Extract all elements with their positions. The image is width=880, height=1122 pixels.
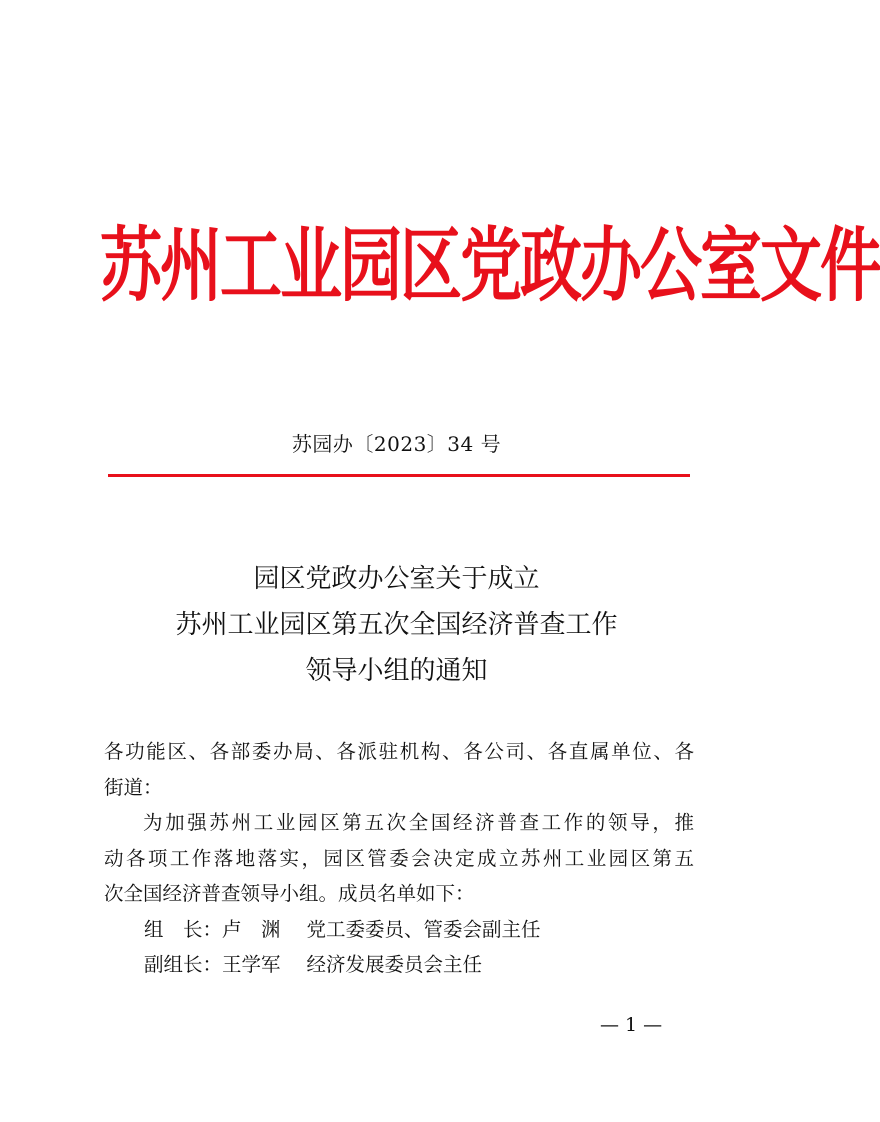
title-line-2: 苏州工业园区第五次全国经济普查工作	[175, 610, 618, 640]
paragraph-line-2: 动各项工作落地落实，园区管委会决定成立苏州工业园区第五	[104, 846, 694, 870]
member-role: 副组长：	[144, 953, 223, 976]
member-title: 党工委委员、管委会副主任	[306, 917, 541, 941]
member-row	[104, 947, 694, 983]
document-masthead: 苏州工业园区党政办公室文件	[100, 217, 880, 313]
document-body	[104, 734, 694, 983]
member-name: 卢 渊	[222, 917, 281, 941]
salutation-line-1: 各功能区、各部委办局、各派驻机构、各公司、各直属单位、各	[104, 740, 694, 763]
red-separator-line	[108, 474, 690, 477]
document-number: 苏园办〔2023〕34 号	[291, 432, 502, 456]
notice-title	[0, 556, 793, 694]
member-name: 王学军	[222, 953, 281, 976]
member-role: 组 长：	[144, 917, 223, 941]
member-title: 经济发展委员会主任	[306, 953, 483, 976]
page-number: — 1 —	[600, 1014, 663, 1036]
title-line-1: 园区党政办公室关于成立	[253, 564, 540, 594]
title-line-3: 领导小组的通知	[305, 656, 488, 686]
salutation-line-2: 街道：	[104, 775, 163, 799]
paragraph-line-3: 次全国经济普查领导小组。成员名单如下：	[104, 882, 475, 905]
member-row	[104, 912, 694, 948]
paragraph-line-1: 为加强苏州工业园区第五次全国经济普查工作的领导，推	[143, 811, 694, 834]
